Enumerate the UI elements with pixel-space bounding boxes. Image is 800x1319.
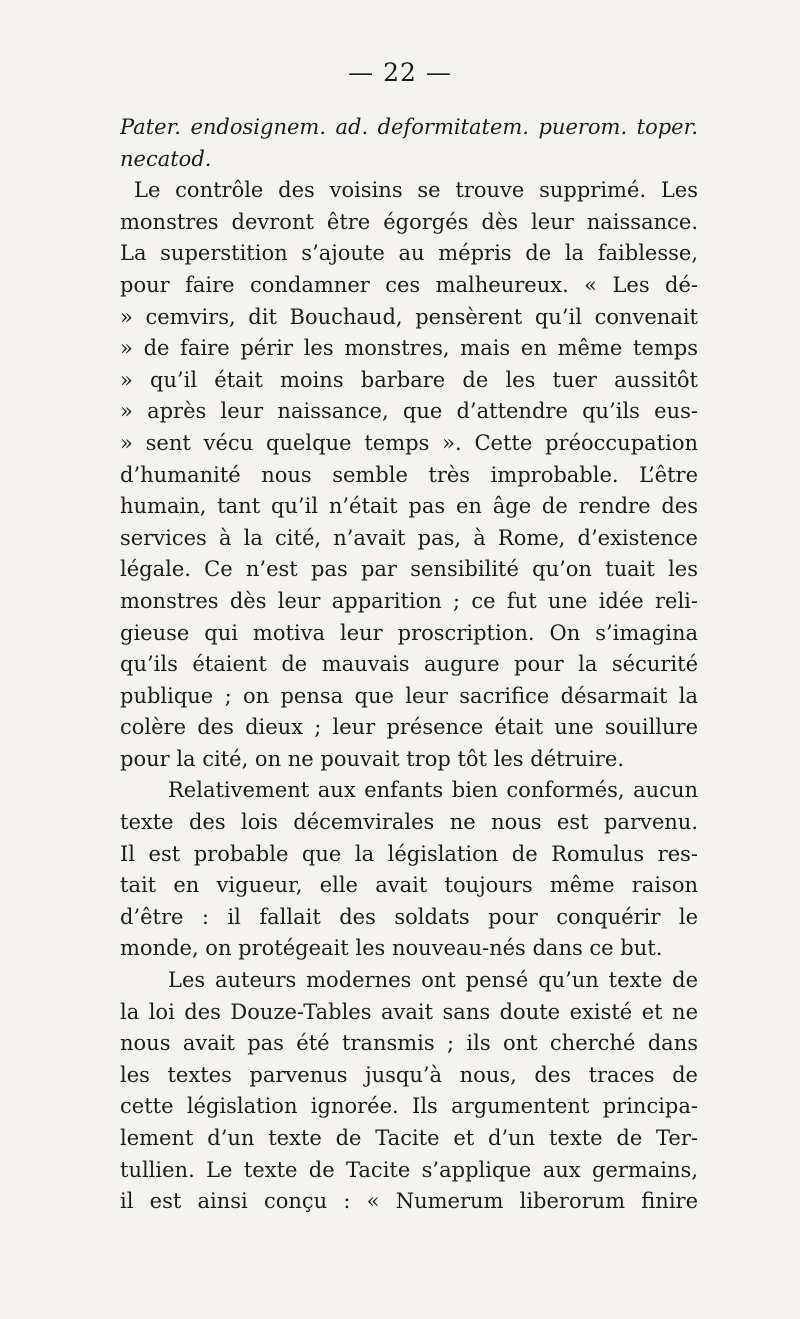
text-line-latin-quote: Pater. endosignem. ad. deformitatem. puerom. toper. (120, 115, 698, 139)
text-line: Il est probable que la législation de Romulus res- (120, 841, 698, 866)
text-line: Relativement aux enfants bien conformés, aucun (168, 778, 698, 803)
text-line: qu’ils étaient de mauvais augure pour la sécurité (120, 652, 698, 677)
text-line: monstres dès leur apparition ; ce fut une idée reli- (120, 588, 698, 613)
text-line: gieuse qui motiva leur proscription. On s’imagina (120, 620, 698, 645)
text-line: La superstition s’ajoute au mépris de la faiblesse, (120, 241, 698, 266)
text-line: Le contrôle des voisins se trouve supprimé. Les (134, 178, 698, 203)
text-line: pour faire condamner ces malheureux. « Les dé- (120, 272, 698, 297)
text-line: d’humanité nous semble très improbable. L’être (120, 462, 698, 487)
text-line: légale. Ce n’est pas par sensibilité qu’on tuait les (120, 557, 698, 582)
body-text (120, 112, 698, 1218)
text-line: » sent vécu quelque temps ». Cette préoccupation (120, 430, 698, 455)
text-line: d’être : il fallait des soldats pour conquérir le (120, 904, 698, 929)
text-line: colère des dieux ; leur présence était une souillure (120, 715, 698, 740)
text-line: pour la cité, on ne pouvait trop tôt les détruire. (120, 746, 624, 771)
text-line: » cemvirs, dit Bouchaud, pensèrent qu’il convenait (120, 304, 698, 329)
text-line: humain, tant qu’il n’était pas en âge de rendre des (120, 494, 698, 519)
text-line: texte des lois décemvirales ne nous est parvenu. (120, 810, 698, 835)
text-line: » après leur naissance, que d’attendre qu’ils eus- (120, 399, 698, 424)
text-line: tullien. Le texte de Tacite s’applique aux germains, (120, 1157, 698, 1182)
text-line: » de faire périr les monstres, mais en même temps (120, 336, 698, 361)
text-line: Les auteurs modernes ont pensé qu’un texte de (168, 968, 698, 993)
text-line: services à la cité, n’avait pas, à Rome, d’existence (120, 525, 698, 550)
page-number: — 22 — (348, 58, 452, 87)
text-line: les textes parvenus jusqu’à nous, des traces de (120, 1062, 698, 1087)
text-line: monstres devront être égorgés dès leur naissance. (120, 209, 698, 234)
text-line: nous avait pas été transmis ; ils ont cherché dans (120, 1031, 698, 1056)
text-line: publique ; on pensa que leur sacrifice désarmait la (120, 683, 698, 708)
text-line: la loi des Douze-Tables avait sans doute existé et ne (120, 999, 698, 1024)
text-line: lement d’un texte de Tacite et d’un texte de Ter- (120, 1126, 698, 1150)
text-line-latin-quote-end: necatod. (120, 146, 212, 171)
text-line: monde, on protégeait les nouveau-nés dans ce but. (120, 936, 663, 961)
text-line: » qu’il était moins barbare de les tuer aussitôt (120, 367, 698, 392)
text-line: cette législation ignorée. Ils argumentent principa- (120, 1094, 698, 1119)
text-line: tait en vigueur, elle avait toujours même raison (120, 873, 698, 898)
text-line: il est ainsi conçu : « Numerum liberorum finire (120, 1189, 698, 1214)
